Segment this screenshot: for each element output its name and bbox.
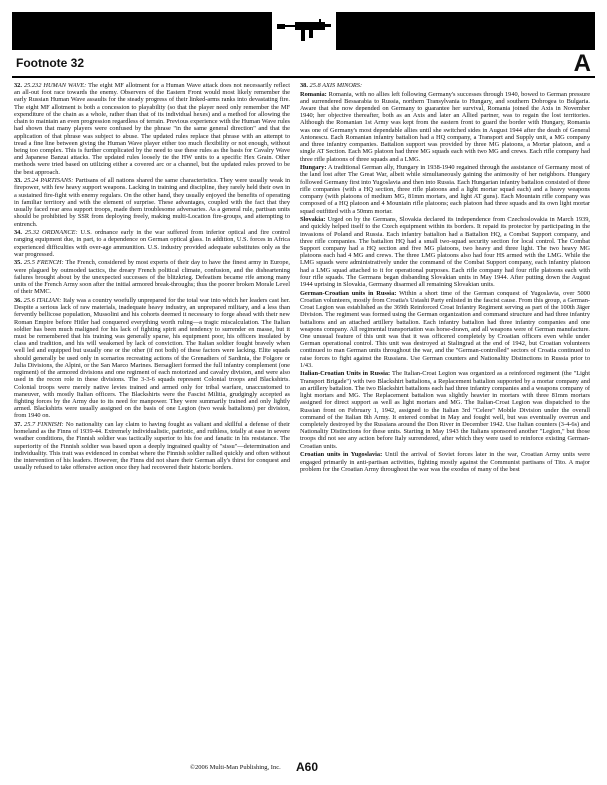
submachine-gun-icon — [272, 12, 336, 50]
nation-paragraph — [300, 164, 590, 215]
section-letter: A — [573, 50, 591, 77]
nation-heading: Croatian units in Yugoslavia: — [300, 451, 383, 459]
nation-heading: Slovakia: — [300, 216, 326, 224]
page-header — [12, 50, 595, 78]
footnote-paragraph — [14, 177, 290, 228]
nation-text: Until the arrival of Soviet forces later in the war, Croatian Army units were engaged primarily in anti-partisan activities, fighting mostly against the Communist partisans of Tito. A major problem for the Croatian Army throughout the war was the exodus of many of the best — [300, 451, 590, 473]
footnote-text: Italy was a country woefully unprepared for the total war into which her leaders cast her. Despite a serious lack of raw materials, inadequate heavy industry, an unprepared military, and a less than fervently bellicose population, Mussolini and his cohorts deemed it necessary to forge ahead with their new Roman Empire before Hitler had conquered everything worth ruling—a tragic miscalculation. The Italian soldier has been much maligned for his lack of fighting spirit and tendency to surrender en masse, but it must be remembered that his training was generally sparse, his equipment poor, his officers insulated by class and tradition, and his will weakened by lack of conviction. The Italian soldier fought bravely when well led and equipped but usually one or the other (if not both) of these factors were lacking. Elite squads should generally be used only in scenarios recreating actions of the Grenadiers of Sardinia, the Folgore or Julia Divisions, the Alpini, or the San Marco Marines. Bersaglieri formed the full infantry complement (one regiment) of the armored divisions and one regiment of each motorized and cavalry division, and were also used in the recon role in these divisions. The 3-3-6 squads represent Colonial troops and Blackshirts. Colonial troops were merely native levies trained and armed only for tribal warfare, unaccustomed to maneuver, with mostly Italian officers. The Blackshirts were the Fascist Militia, grudgingly accepted as fighting forces by the Army due to its need for manpower. They were summarily trained and only lightly armed. Blackshirts were usually assigned on the basis of one Legion (two weak battalions) per division, from 1940 on. — [14, 296, 290, 420]
footnote-text: The eight MF allotment for a Human Wave attack does not necessarily reflect an all-out foot race towards the enemy. Observers of the Eastern Front would most likely remember the early Russian Human Wave assaults for the steady progress of their linked-arms ranks into devastating fire. The eight MF allotment is both a concession to playability (so that the player need only remember the MF expenditure of the chain as a whole, rather than that of its individual hexes) and a method for allowing the chain to maintain an even progression regardless of terrain. Previous experience with the Human Wave rules had shown that many players were confused by the phrase "in the same general direction" and that the application of that phrase was subject to abuse. The updated rules replace that phrase with an attempt to tread a fine line between giving the Human Wave player either too much flexibility or not enough, without being too complex. This is further complicated by the need to use these rules as the basis for Cavalry Wave and Japanese Banzai attacks. The updated rules loosely tie the HW units to a specific Hex Grain. Other methods were tried based on utilizing either a covered arc or a channel, but the updated rules proved to be the best approach. — [14, 82, 290, 176]
footnote-paragraph — [14, 229, 290, 258]
page-number: A60 — [296, 760, 319, 774]
footnote-paragraph — [14, 259, 290, 295]
nation-paragraph — [300, 290, 590, 369]
footnote-number: 33. — [14, 177, 22, 185]
footnote-number: 37. — [14, 421, 22, 429]
footnote-number: 35. — [14, 259, 22, 267]
nation-paragraph — [300, 451, 590, 473]
nation-paragraph — [300, 370, 590, 449]
footnote-rule-heading: 25.6 ITALIAN: — [23, 296, 62, 304]
footnote-rule-heading: 25.24 PARTISANS: — [24, 177, 74, 185]
footnote-paragraph — [14, 421, 290, 472]
footnote-title: Footnote 32 — [16, 56, 84, 70]
footnote-rule-heading: 25.7 FINNISH: — [24, 421, 64, 429]
nation-text: Within a short time of the German conquest of Yugoslavia, over 5000 Croatian volunteers, mostly from Croatia's Ustashi Party enlisted in the fascist cause. From this group, a German-Croat Legion was established as the 369th Reinforced Croat Infantry Regiment serving as part of the 100th Jäger Division. The regiment was formed using the German organization and command structure and had three infantry battalions and an attached artillery battalion. Each infantry battalion had three infantry companies and one weapons company. All regimental transportation was horse-drawn, and all weapons were of German manufacture. One unusual feature of this unit was that it was officered completely by Croatian officers even while under German operational control. This unit was destroyed at Stalingrad at the end of 1942, but Croatian volunteers continued to man German units throughout the war, and the "German-controlled" sectors of Croatia continued to raise forces to fight against the Russians. Use German counters and Nationality Distinctions in Russia prior to 1/43. — [300, 289, 590, 369]
footnote-paragraph — [14, 297, 290, 420]
footnote-text: U.S. ordnance early in the war suffered from inferior optical and fire control ranging equipment due, in part, to a dependence on German optical glass. In addition, U.S. forces in Africa experienced difficulties with over-age ammunition. U.S. industry provided adequate substitutes only as the war progressed. — [14, 229, 290, 258]
nation-heading: Italian-Croatian Units in Russia: — [300, 370, 391, 378]
footnote-number: 32. — [14, 82, 22, 89]
nation-paragraph — [300, 91, 590, 163]
nation-paragraph — [300, 216, 590, 288]
footnote-text: The French, considered by most experts of their day to have the finest army in Europe, were plagued by outmoded tactics, the dreary French political climate, confusion, and the disheartening failures brought about by the unexpected successes of the blitzkrieg. Defeatism became rife among many units of the French Army soon after the initial armored break-throughs; thus the poorer broken Morale Level of their MMC. — [14, 259, 290, 296]
nation-heading: German-Croatian units in Russia: — [300, 289, 397, 297]
header-banner — [12, 12, 595, 50]
footnote-rule-heading: 25.5 FRENCH: — [23, 259, 64, 267]
nation-text: Urged on by the Germans, Slovakia declared its independence from Czechoslovakia in March 1939, and quickly helped itself to the Czech equipment within its borders. It repaid its protector by participating in the invasions of Poland and Russia. Each infantry battalion had a Battalion HQ, a Combat Support company, and three rifle companies. The battalion HQ had a small two-squad security section for local control. The Combat Support company had a HQ section and five MG platoons, two heavy and three light. The two heavy MG platoons each had 4 MG and crews. The three LMG platoons also had four HS armed with the LMG. While the LMG squads were administratively under the command of the Combat Support company, each infantry platoon had a LMG squad attached to it for operational purposes. Each rifle company had four rifle platoons each with four rifle squads. The Germans began disbanding Slovakian units in May 1944. After putting down the August 1944 uprising in Slovakia, Germany disarmed all remaining Slovakian units. — [300, 216, 590, 289]
page-footer — [0, 760, 607, 778]
nation-text: A traditional German ally, Hungary in 1938-1940 regained through the assistance of Germany most of the land lost after The Great War, albeit while simultaneously gaining the animosity of her neighbors. Hungary followed Germany first into Yugoslavia and then into Russia. Each Hungarian infantry battalion consisted of three rifle companies (with a HQ section, three rifle platoons and a light mortar squad each) and a heavy weapons company (with platoons of medium MG, 81mm mortars, and light AT guns). Each Mountain rifle company was composed of a HQ platoon and 4 Mountain rifle platoons; each platoon had three squads and its own light mortar squad outfitted with a 50mm mortar. — [300, 164, 590, 215]
footnote-rule-heading: 25.232 HUMAN WAVE: — [23, 82, 87, 89]
copyright: ©2006 Multi-Man Publishing, Inc. — [190, 764, 281, 771]
footnote-number: 36. — [14, 296, 22, 304]
nation-heading: Hungary: — [300, 164, 327, 172]
footnote-number: 34. — [14, 229, 22, 237]
nation-text: Romania, with no allies left following Germany's successes through 1940, bowed to German pressure and surrendered Bessarabia to Russia, northern Transylvania to Hungary, and southern Dobrogea to Bulgaria. Aware that she now depended on Germany to guarantee her survival, Romania joined the Axis in November 1940; her objective thereafter, both as an Axis and later an Allied partner, was to regain the lost territories. Although the Romanian 1st Army was kept from the eastern front to guard the border with Hungary, Romania was one of Germany's most dependable allies until she switched sides in August 1944 after the death of General Antonescu. Each Romanian infantry battalion had a HQ company, a Transport and Supply unit, a MG company and three infantry companies. Battalion support was provided by three MG platoons, a Mortar platoon, and a single AT Section. Each MG platoon had three MG squads each with two MG and crews. Each rifle company had three rifle platoons of three squads and a LMG. — [300, 90, 590, 163]
left-column — [14, 82, 290, 746]
footnote-paragraph — [14, 82, 290, 176]
right-column — [300, 82, 590, 746]
footnote-rule-heading: 25.32 ORDNANCE: — [24, 229, 78, 237]
nation-heading: Romania: — [300, 90, 327, 98]
section-heading: 38. 25.8 AXIS MINORS: — [300, 82, 363, 89]
nation-text: The Italian-Croat Legion was organized as a reinforced regiment (the "Light Transport Brigade") with two Blackshirt battalions, a Replacement battalion supported by a mortar company and an artillery battalion. The two Blackshirt battalions each had three infantry companies and a weapons company of light mortars and MG. The Replacement battalion was slightly heavier in mortars with three 81mm mortars assigned for direct support as well as light mortars and MG. The Italian-Croat Legion was dispatched to the Russian front on February 1, 1942, assigned to the Italian 3rd "Celere" Mobile Division under the overall command of the Italian 8th Army. It entered combat in May and fought well, but was eventually overrun and completely destroyed by the Russians around the Don River in December 1942. Use Italian counters (3-4-6s) and Nationality Distinctions for these units. Starting in May 1943 the Italians sponsored another "Legion," but those troops did not see any action before Italy surrendered, after which they were used to reinforce existing German-Croatian units. — [300, 370, 590, 450]
footnote-text: Partisans of all nations shared the same characteristics. They were usually weak in firepower, with few heavy support weapons. Lacking in training and discipline, they rarely held their own in a sustained fire-fight with enemy regulars. On the other hand, they usually enjoyed the benefits of operating in familiar territory and with the element of surprise. These advantages, coupled with the fact that they usually faced rear area support troops, made them troublesome adversaries. As a general rule, partisan units should be prohibited by SSR from deploying freely, making multi-Location fire-groups, and attempting to entrench. — [14, 177, 290, 228]
footnote-text: No nationality can lay claim to having fought as valiant and skillful a defense of their homeland as the Finns of 1939-44. Extremely individualistic, patriotic, and ruthless, totally at ease in severe weather conditions, the Finnish soldier was tactically superior to his foe and fanatic in his resistance. The superiority of the Finnish soldier was based upon a deeply ingrained quality of "sissu"—determination and individuality. This trait was evidenced in combat where the Finnish soldier rallied quickly and often without the intervention of his leaders. However, the Finns did not share their German ally's thirst for conquest and usually refused to take offensive action once they had recovered their historic borders. — [14, 421, 290, 472]
